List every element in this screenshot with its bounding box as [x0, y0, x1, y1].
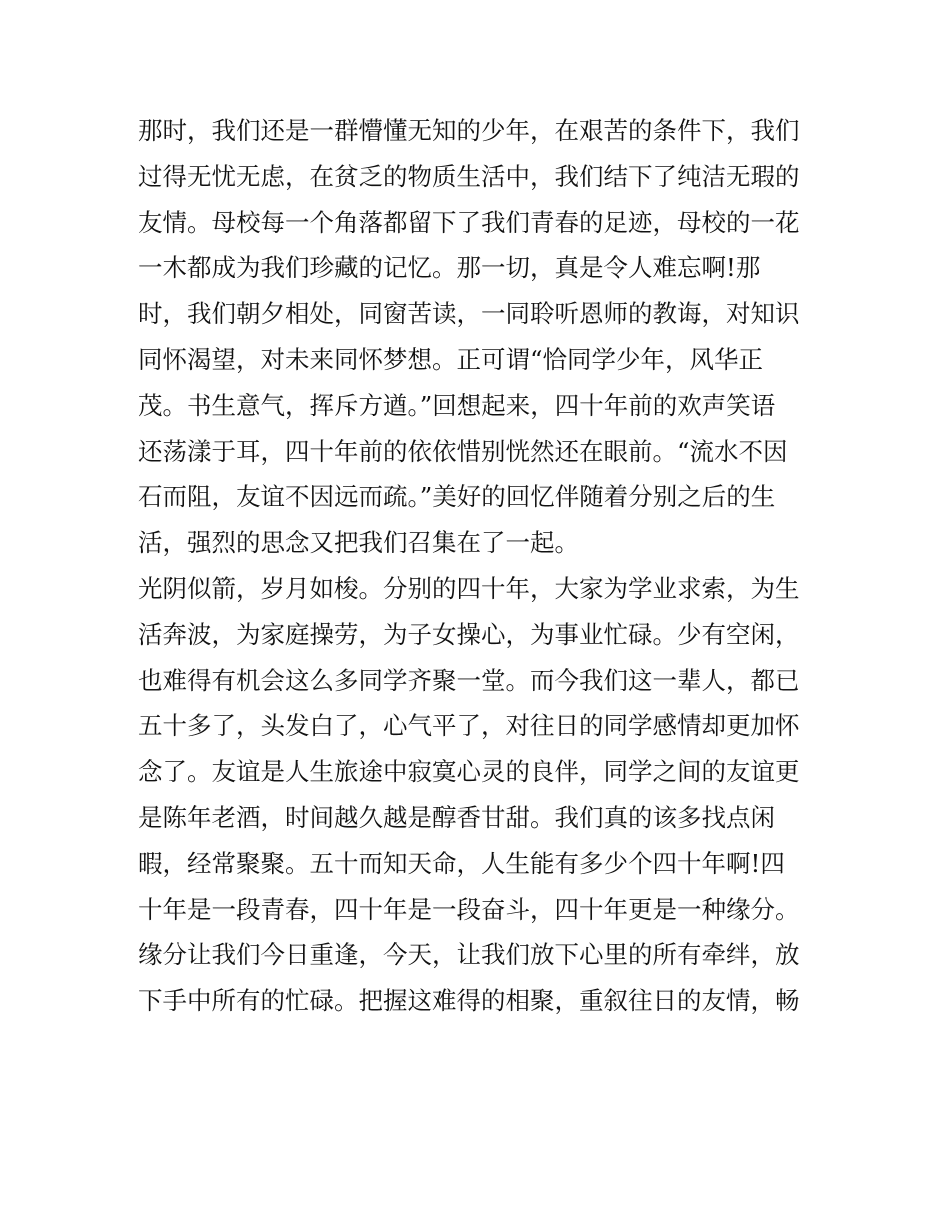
text-line: 下手中所有的忙碌。把握这难得的相聚，重叙往日的友情，畅 [138, 986, 800, 1016]
text-line: 也难得有机会这么多同学齐聚一堂。而今我们这一辈人，都已 [138, 665, 800, 695]
text-line: 活奔波，为家庭操劳，为子女操心，为事业忙碌。少有空闲， [138, 619, 800, 649]
text-line: 友情。母校每一个角落都留下了我们青春的足迹，母校的一花 [138, 207, 800, 237]
text-line: 暇，经常聚聚。五十而知天命，人生能有多少个四十年啊!四 [138, 848, 785, 878]
text-line: 还荡漾于耳，四十年前的依依惜别恍然还在眼前。“流水不因 [138, 436, 788, 466]
text-line: 一木都成为我们珍藏的记忆。那一切，真是令人难忘啊!那 [138, 253, 761, 283]
text-line: 缘分让我们今日重逢，今天，让我们放下心里的所有牵绊，放 [138, 940, 800, 970]
text-line: 是陈年老酒，时间越久越是醇香甘甜。我们真的该多找点闲 [138, 802, 775, 832]
text-line: 石而阻，友谊不因远而疏。”美好的回忆伴随着分别之后的生 [138, 482, 776, 512]
text-line: 那时，我们还是一群懵懂无知的少年，在艰苦的条件下，我们 [138, 116, 800, 145]
text-line: 活，强烈的思念又把我们召集在了一起。 [138, 528, 579, 558]
text-line: 光阴似箭，岁月如梭。分别的四十年，大家为学业求索，为生 [138, 573, 800, 603]
text-line: 十年是一段青春，四十年是一段奋斗，四十年更是一种缘分。 [138, 894, 800, 924]
body-text [138, 108, 828, 1024]
text-line: 时，我们朝夕相处，同窗苦读，一同聆听恩师的教诲，对知识 [138, 299, 800, 329]
text-line: 过得无忧无虑，在贫乏的物质生活中，我们结下了纯洁无瑕的 [138, 161, 800, 191]
text-line: 茂。书生意气，挥斥方遒。”回想起来，四十年前的欢声笑语 [138, 390, 776, 420]
text-line: 五十多了，头发白了，心气平了，对往日的同学感情却更加怀 [138, 711, 800, 741]
text-line: 同怀渴望，对未来同怀梦想。正可谓“恰同学少年，风华正 [138, 344, 764, 374]
text-line: 念了。友谊是人生旅途中寂寞心灵的良伴，同学之间的友谊更 [138, 757, 800, 787]
